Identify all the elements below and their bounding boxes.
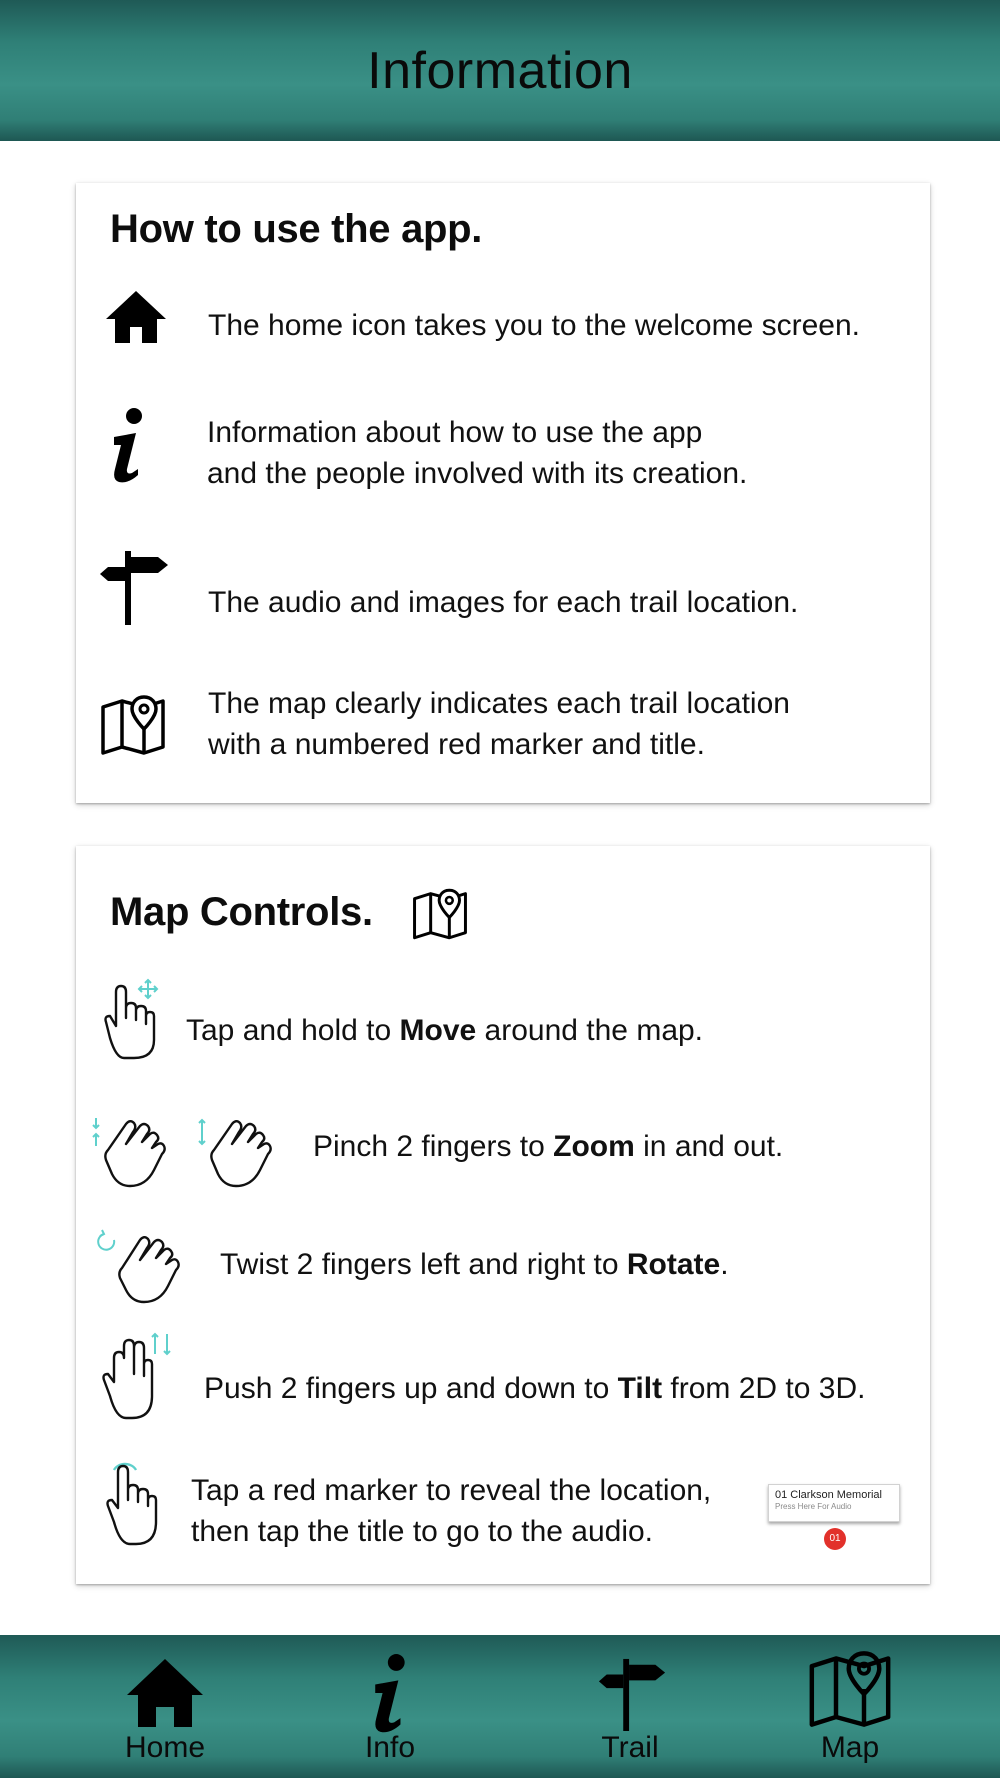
tap-marker-instruction-line1: Tap a red marker to reveal the location, bbox=[191, 1474, 712, 1507]
rotate-instruction: Twist 2 fingers left and right to Rotate. bbox=[220, 1248, 729, 1281]
how-to-use-card bbox=[76, 183, 930, 803]
map-description-line2: with a numbered red marker and title. bbox=[208, 728, 705, 761]
zoom-keyword: Zoom bbox=[553, 1130, 635, 1163]
tap-marker-instruction-line2: then tap the title to go to the audio. bbox=[191, 1515, 654, 1548]
tilt-keyword: Tilt bbox=[617, 1372, 663, 1405]
map-icon bbox=[100, 695, 166, 755]
info-description-line1: Information about how to use the app bbox=[207, 416, 703, 449]
home-description: The home icon takes you to the welcome screen. bbox=[208, 309, 861, 342]
marker-preview-title: 01 Clarkson Memorial bbox=[775, 1489, 882, 1501]
tab-trail-label: Trail bbox=[601, 1731, 659, 1764]
tab-info-label: Info bbox=[364, 1731, 416, 1764]
hand-tilt-icon bbox=[98, 1330, 184, 1422]
rotate-keyword: Rotate bbox=[626, 1248, 721, 1281]
map-icon bbox=[412, 888, 468, 940]
hand-rotate-icon bbox=[92, 1226, 194, 1308]
hand-pinch-icon bbox=[90, 1114, 290, 1190]
how-to-use-title: How to use the app. bbox=[110, 207, 483, 251]
move-instruction: Tap and hold to Move around the map. bbox=[186, 1014, 704, 1047]
bottom-tab-bar bbox=[0, 1635, 1000, 1778]
map-controls-title: Map Controls. bbox=[110, 890, 373, 934]
home-icon bbox=[104, 289, 168, 345]
info-icon bbox=[368, 1653, 414, 1735]
trail-description: The audio and images for each trail location. bbox=[208, 586, 799, 619]
move-keyword: Move bbox=[399, 1014, 477, 1047]
info-description-line2: and the people involved with its creation. bbox=[207, 457, 748, 490]
map-controls-card bbox=[76, 846, 930, 1584]
tab-trail[interactable] bbox=[550, 1635, 710, 1778]
marker-preview-badge: 01 bbox=[824, 1528, 846, 1550]
map-icon bbox=[808, 1649, 892, 1729]
tab-info[interactable] bbox=[310, 1635, 470, 1778]
info-icon bbox=[108, 407, 150, 485]
hand-tap-icon bbox=[100, 1458, 166, 1548]
hand-move-icon bbox=[94, 978, 164, 1062]
home-icon bbox=[125, 1657, 205, 1729]
map-description-line1: The map clearly indicates each trail location bbox=[208, 687, 790, 720]
tab-map[interactable] bbox=[770, 1635, 930, 1778]
tilt-instruction: Push 2 fingers up and down to Tilt from 2D to 3D. bbox=[204, 1372, 866, 1405]
header-bar bbox=[0, 0, 1000, 141]
signpost-icon bbox=[592, 1657, 672, 1731]
page-title: Information bbox=[367, 41, 633, 100]
tab-map-label: Map bbox=[820, 1731, 880, 1764]
tab-home[interactable] bbox=[85, 1635, 245, 1778]
zoom-instruction: Pinch 2 fingers to Zoom in and out. bbox=[313, 1130, 784, 1163]
signpost-icon bbox=[98, 549, 170, 625]
tab-home-label: Home bbox=[124, 1731, 206, 1764]
marker-preview-subtitle: Press Here For Audio bbox=[775, 1502, 852, 1511]
marker-preview-callout bbox=[768, 1484, 900, 1522]
